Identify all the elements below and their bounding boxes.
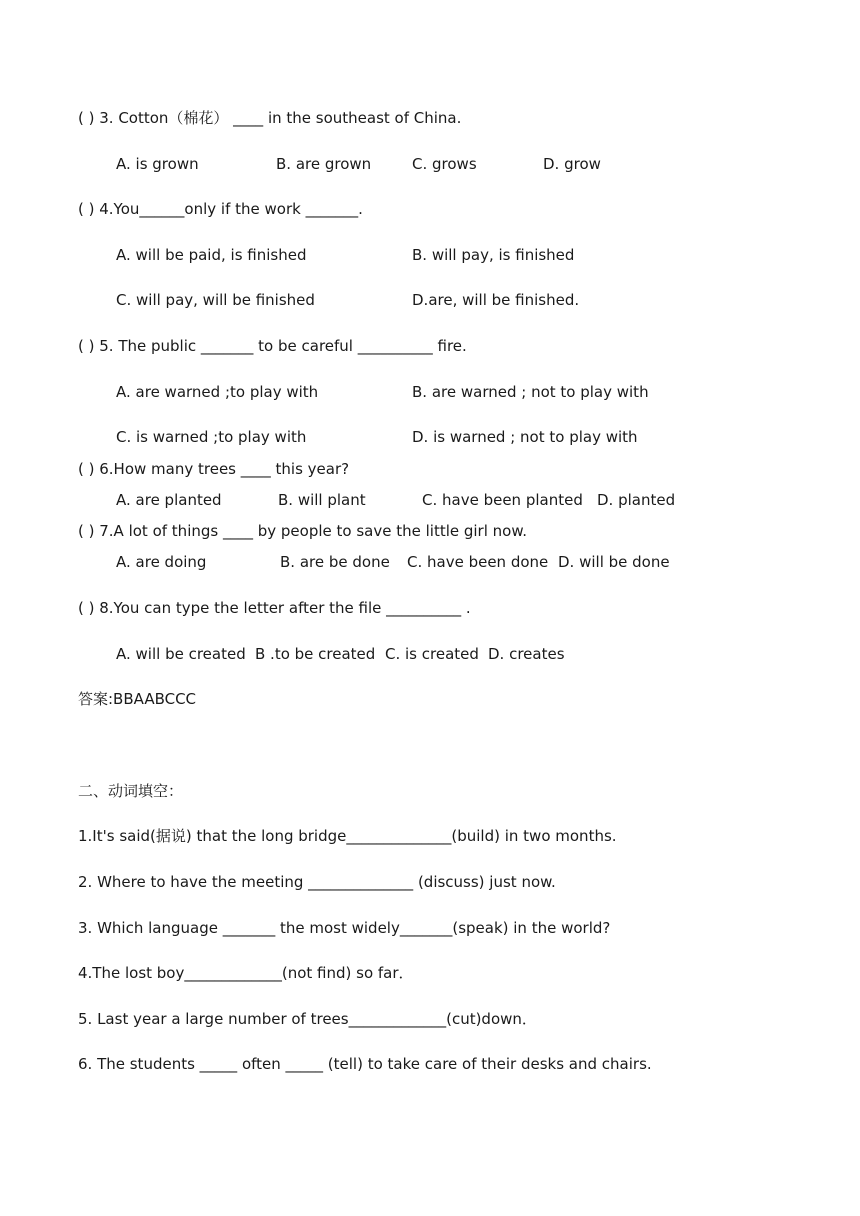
fill-item-2: 2. Where to have the meeting ______________ (discuss) just now. [78, 873, 556, 891]
question-5-option-c: C. is warned ;to play with [116, 428, 307, 446]
section-heading: 二、动词填空： [78, 782, 184, 800]
question-6-option-a: A. are planted [116, 491, 222, 509]
fill-item-3: 3. Which language _______ the most widely_______(speak) in the world? [78, 919, 611, 937]
question-7-option-c: C. have been done [407, 553, 549, 571]
question-7-option-a: A. are doing [116, 553, 207, 571]
question-8-stem: ( ) 8.You can type the letter after the file __________ . [78, 599, 471, 617]
question-7-stem: ( ) 7.A lot of things ____ by people to save the little girl now. [78, 522, 528, 540]
question-8-option-a: A. will be created [116, 645, 246, 663]
question-5-stem: ( ) 5. The public _______ to be careful __________ fire. [78, 337, 467, 355]
fill-item-6: 6. The students _____ often _____ (tell) to take care of their desks and chairs. [78, 1055, 652, 1073]
question-3-option-c: C. grows [412, 155, 477, 173]
question-8-option-b: B .to be created [255, 645, 376, 663]
fill-item-5: 5. Last year a large number of trees_____________(cut)down． [78, 1010, 537, 1028]
question-4-option-a: A. will be paid, is finished [116, 246, 307, 264]
question-3-option-a: A. is grown [116, 155, 199, 173]
question-5-option-d: D. is warned ; not to play with [412, 428, 638, 446]
question-3-option-b: B. are grown [276, 155, 372, 173]
question-7-option-d: D. will be done [558, 553, 670, 571]
fill-item-4: 4.The lost boy_____________(not find) so far． [78, 964, 414, 982]
question-5-option-b: B. are warned ; not to play with [412, 383, 649, 401]
question-7-option-b: B. are be done [280, 553, 390, 571]
fill-item-1: 1.It's said(据说) that the long bridge______________(build) in two months. [78, 827, 617, 845]
question-6-option-d: D. planted [597, 491, 676, 509]
question-6-stem: ( ) 6.How many trees ____ this year? [78, 460, 350, 478]
question-3-stem: ( ) 3. Cotton（棉花） ____ in the southeast of China. [78, 109, 462, 127]
question-4-stem: ( ) 4.You______only if the work _______. [78, 200, 363, 218]
answer-key: 答案:BBAABCCC [78, 690, 197, 708]
question-6-option-c: C. have been planted [422, 491, 583, 509]
question-3-option-d: D. grow [543, 155, 601, 173]
question-8-option-c: C. is created [385, 645, 479, 663]
question-5-option-a: A. are warned ;to play with [116, 383, 319, 401]
question-6-option-b: B. will plant [278, 491, 366, 509]
question-4-option-d: D.are, will be finished. [412, 291, 580, 309]
question-4-option-b: B. will pay, is finished [412, 246, 575, 264]
question-4-option-c: C. will pay, will be finished [116, 291, 315, 309]
question-8-option-d: D. creates [488, 645, 565, 663]
